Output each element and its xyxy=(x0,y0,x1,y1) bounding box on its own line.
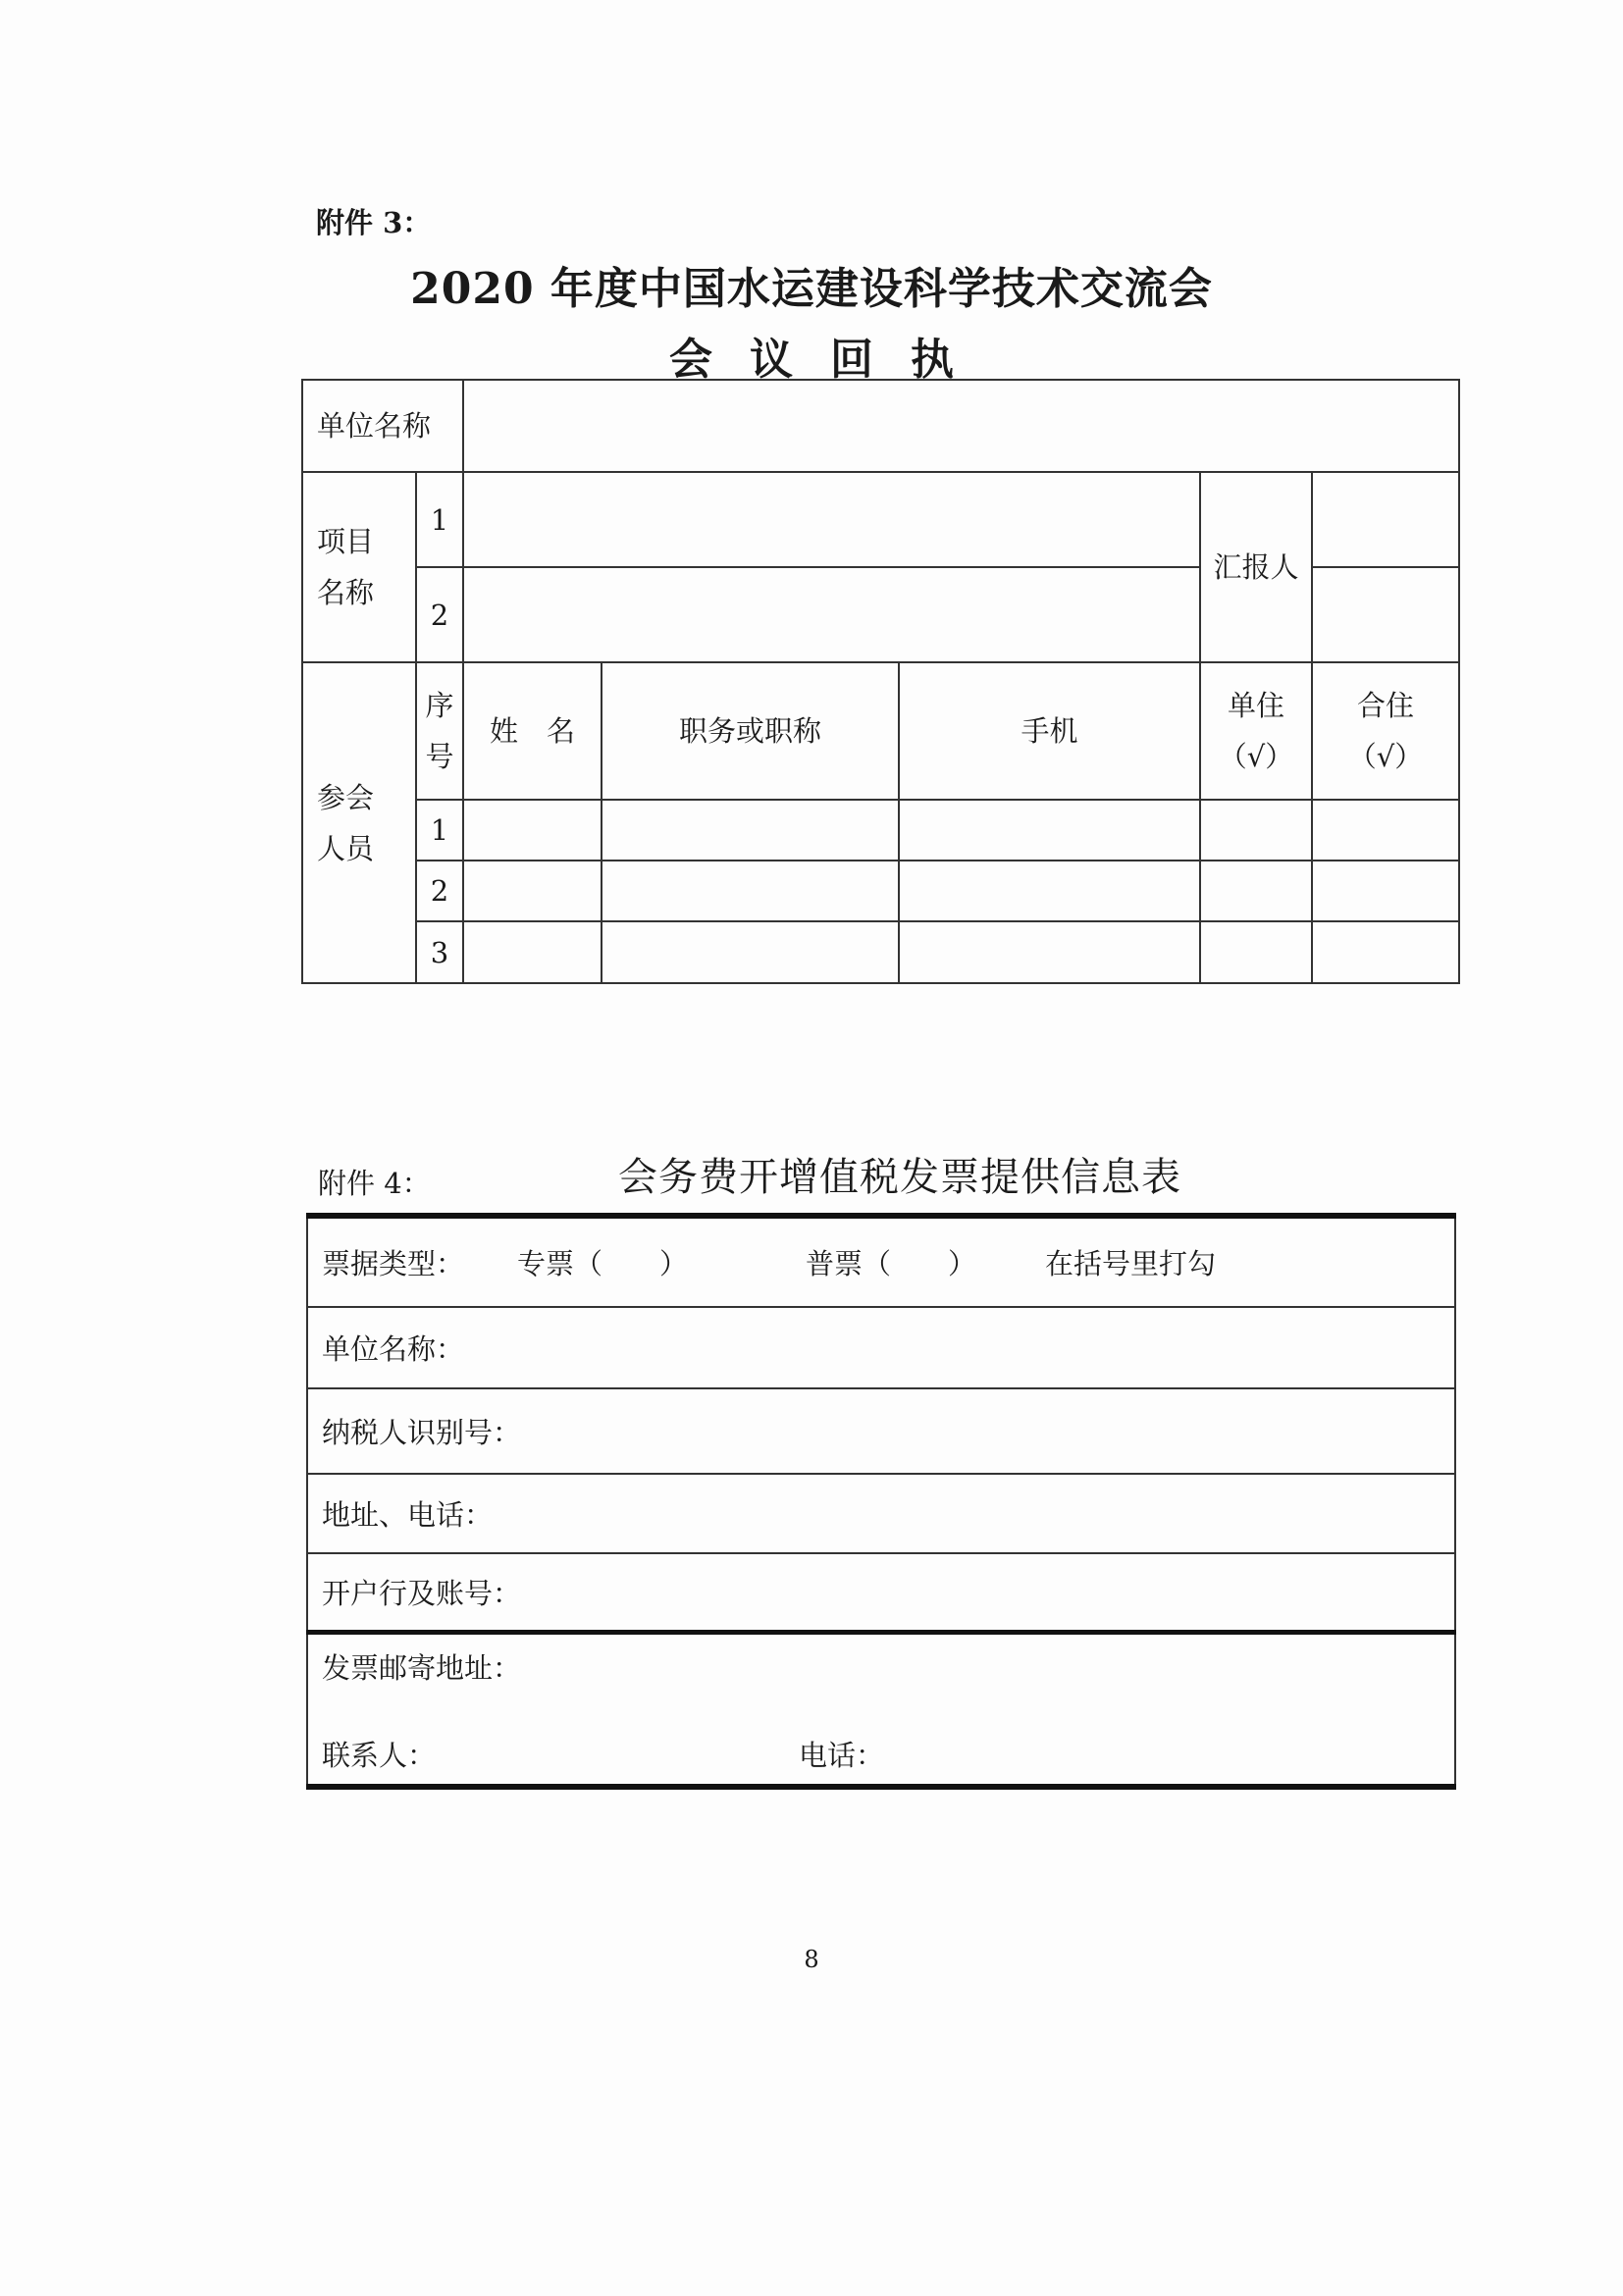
conference-title: 2020 年度中国水运建设科学技术交流会 xyxy=(410,264,1213,314)
taxpayer-id-field[interactable]: 纳税人识别号： xyxy=(307,1388,1455,1474)
mail-address-field[interactable]: 发票邮寄地址： xyxy=(322,1650,522,1685)
phone-field[interactable]: 电话： xyxy=(799,1739,885,1772)
receipt-title: 会议回执 xyxy=(669,335,991,385)
reporter-field-1[interactable] xyxy=(1312,472,1459,567)
attendee-mobile-field[interactable] xyxy=(899,921,1200,983)
project-name-field-2[interactable] xyxy=(463,567,1200,662)
attendee-mobile-field[interactable] xyxy=(899,800,1200,861)
table-row xyxy=(302,861,1459,921)
seq-header: 序 号 xyxy=(416,662,463,800)
unit-name-field[interactable]: 单位名称： xyxy=(307,1307,1455,1388)
unit-name-label: 单位名称 xyxy=(302,380,463,472)
shared-room-check[interactable] xyxy=(1312,800,1459,861)
attendee-name-field[interactable] xyxy=(463,921,602,983)
position-header: 职务或职称 xyxy=(602,662,899,800)
table-row xyxy=(302,921,1459,983)
invoice-type-row xyxy=(307,1216,1455,1307)
invoice-info-table xyxy=(306,1213,1456,1790)
unit-name-field[interactable] xyxy=(463,380,1459,472)
invoice-type-label: 票据类型： xyxy=(322,1246,465,1280)
attendee-mobile-field[interactable] xyxy=(899,861,1200,921)
special-invoice-option[interactable]: 专票（ ） xyxy=(517,1246,689,1280)
attendee-seq: 2 xyxy=(416,861,463,921)
conference-receipt-table xyxy=(301,379,1460,984)
shared-room-header: 合住 （√） xyxy=(1312,662,1459,800)
project-row-number: 2 xyxy=(416,567,463,662)
normal-invoice-option[interactable]: 普票（ ） xyxy=(806,1246,977,1280)
project-name-label: 项目 名称 xyxy=(302,472,416,662)
reporter-field-2[interactable] xyxy=(1312,567,1459,662)
attendee-position-field[interactable] xyxy=(602,921,899,983)
single-room-check[interactable] xyxy=(1200,800,1312,861)
name-header: 姓 名 xyxy=(463,662,602,800)
table-row xyxy=(302,800,1459,861)
shared-room-check[interactable] xyxy=(1312,861,1459,921)
bank-account-field[interactable]: 开户行及账号： xyxy=(307,1553,1455,1633)
project-name-field-1[interactable] xyxy=(463,472,1200,567)
page-number: 8 xyxy=(804,1946,819,1973)
mobile-header: 手机 xyxy=(899,662,1200,800)
project-row-number: 1 xyxy=(416,472,463,567)
attendee-position-field[interactable] xyxy=(602,800,899,861)
shared-room-check[interactable] xyxy=(1312,921,1459,983)
attendees-label: 参会 人员 xyxy=(302,662,416,983)
attachment4-label: 附件 4： xyxy=(318,1167,431,1200)
attendee-seq: 3 xyxy=(416,921,463,983)
invoice-form-title: 会务费开增值税发票提供信息表 xyxy=(618,1155,1181,1200)
check-hint: 在括号里打勾 xyxy=(1045,1246,1217,1280)
attendee-position-field[interactable] xyxy=(602,861,899,921)
single-room-header: 单住 （√） xyxy=(1200,662,1312,800)
single-room-check[interactable] xyxy=(1200,861,1312,921)
reporter-label: 汇报人 xyxy=(1200,472,1312,662)
attendee-name-field[interactable] xyxy=(463,861,602,921)
address-phone-field[interactable]: 地址、电话： xyxy=(307,1474,1455,1553)
attachment3-label: 附件 3： xyxy=(316,206,432,239)
mail-contact-cell xyxy=(307,1632,1455,1787)
attendee-name-field[interactable] xyxy=(463,800,602,861)
attendee-seq: 1 xyxy=(416,800,463,861)
contact-field[interactable]: 联系人： xyxy=(322,1739,437,1772)
single-room-check[interactable] xyxy=(1200,921,1312,983)
